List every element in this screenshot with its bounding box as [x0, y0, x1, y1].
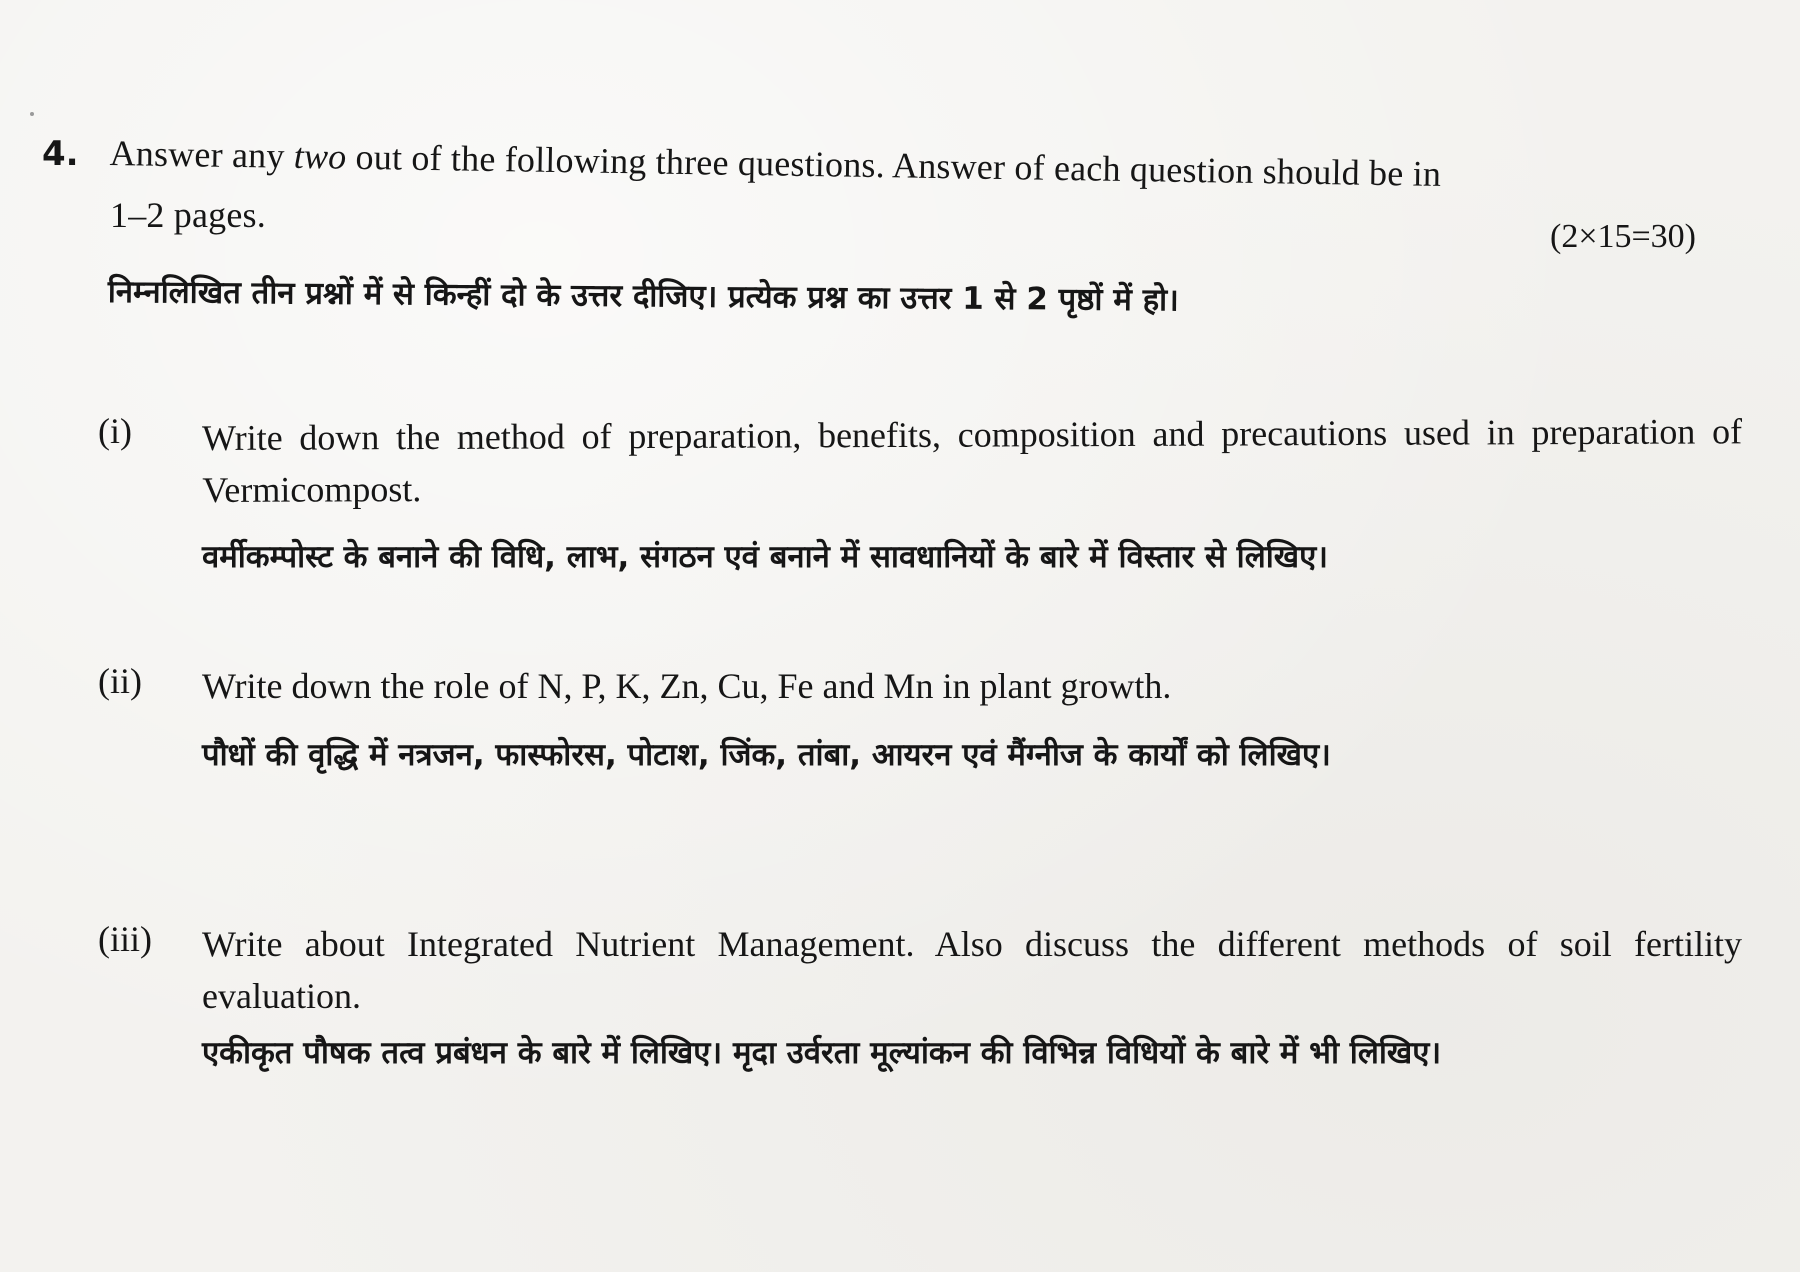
- part-iii-english: Write about Integrated Nutrient Management. Also discuss the different methods of soil fertility evaluation.: [202, 924, 1742, 1016]
- part-i-hindi: वर्मीकम्पोस्ट के बनाने की विधि, लाभ, संगठन एवं बनाने में सावधानियों के बारे में विस्तार से लिखिए।: [202, 539, 1329, 575]
- part-ii-hindi: पौधों की वृद्धि में नत्रजन, फास्फोरस, पोटाश, जिंक, तांबा, आयरन एवं मैंग्नीज के कार्यों को लिखिए।: [202, 737, 1331, 773]
- part-i-label: (i): [98, 411, 132, 451]
- instruction-hindi: निम्नलिखित तीन प्रश्नों में से किन्हीं दो के उत्तर दीजिए। प्रत्येक प्रश्न का उत्तर 1 से 2 पृष्ठों में हो।: [107, 273, 1180, 319]
- instruction-text: Answer any two out of the following three questions. Answer of each question should be in: [109, 132, 1442, 194]
- paper-speck: [30, 112, 34, 116]
- part-ii-english: Write down the role of N, P, K, Zn, Cu, Fe and Mn in plant growth.: [202, 666, 1172, 706]
- instruction-line-1: [109, 132, 1689, 199]
- instruction-line-2: 1–2 pages.: [110, 195, 266, 235]
- part-i-english: Write down the method of preparation, benefits, composition and precautions used in preparation of Vermicompost.: [202, 411, 1743, 510]
- part-ii-label: (ii): [98, 661, 142, 701]
- part-iii-label: (iii): [98, 919, 152, 959]
- marks-allocation: (2×15=30): [1550, 218, 1696, 255]
- part-iii-hindi: एकीकृत पौषक तत्व प्रबंधन के बारे में लिखिए। मृदा उर्वरता मूल्यांकन की विभिन्न विधियों के बारे में भी लिखिए।: [202, 1035, 1442, 1071]
- question-number: 4.: [42, 134, 79, 174]
